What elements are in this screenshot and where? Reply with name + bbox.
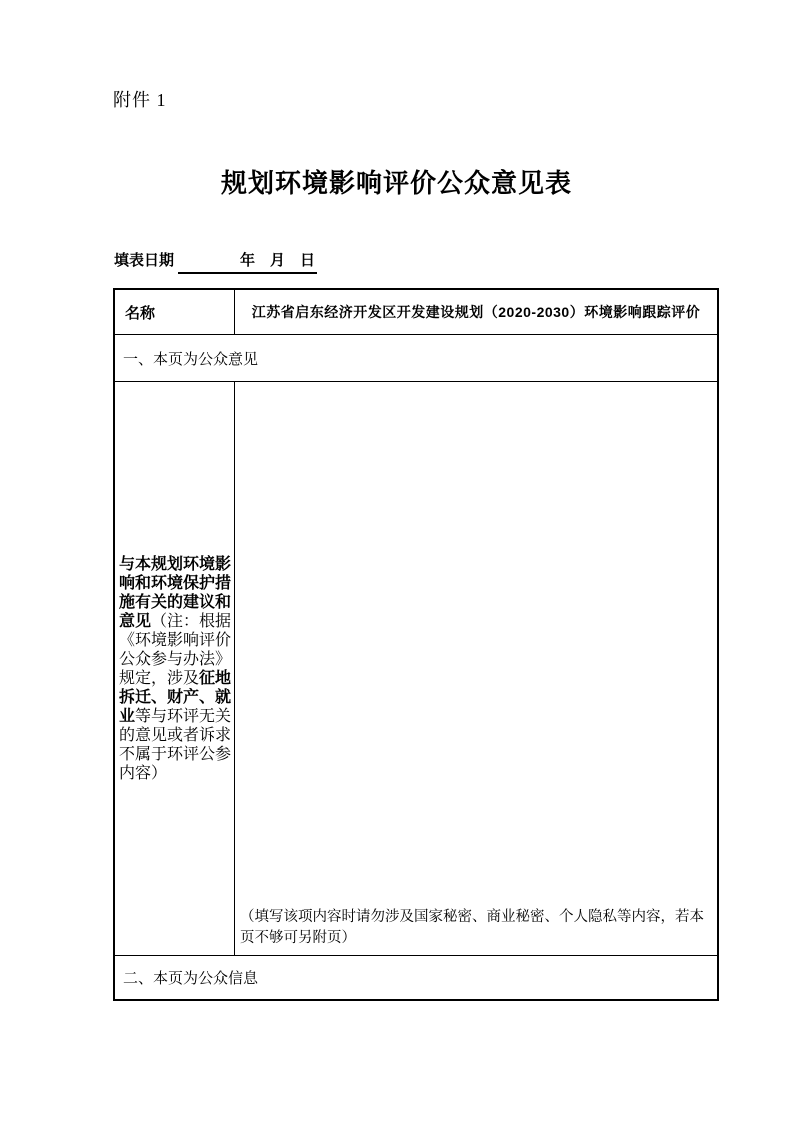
opinion-label-text (119, 555, 232, 783)
opinion-label-cell (115, 382, 235, 955)
date-line (114, 249, 317, 274)
opinion-label-segment-bold-1: 与本规划环境影响和环境保护措施有关的建议和意见 (119, 555, 232, 630)
date-blank-field[interactable]: 年 月 日 (178, 249, 317, 274)
name-label-cell: 名称 (115, 290, 235, 334)
opinion-content-cell (235, 382, 717, 955)
page-title: 规划环境影响评价公众意见表 (220, 168, 572, 198)
opinion-input-area[interactable] (240, 386, 707, 907)
table-row-name (115, 290, 717, 335)
opinion-label-segment-regular-2: 等与环评无关的意见或者诉求不属于环评公参内容） (119, 707, 232, 782)
opinion-note: （填写该项内容时请勿涉及国家秘密、商业秘密、个人隐私等内容，若本页不够可另附页） (240, 909, 704, 946)
opinion-label-segment-regular-1: （注：根据《环境影响评价公众参与办法》规定，涉及 (119, 612, 232, 687)
date-label: 填表日期 (114, 252, 175, 269)
form-table (113, 288, 719, 1001)
table-row-opinion (115, 382, 717, 956)
section2-header-row: 二、本页为公众信息 (123, 971, 259, 987)
attachment-label: 附件 1 (113, 90, 167, 110)
opinion-label-segment-bold-2: 征地拆迁、财产、就业 (119, 669, 232, 725)
section1-header-row: 一、本页为公众意见 (115, 335, 717, 382)
name-value-cell: 江苏省启东经济开发区开发建设规划（2020-2030）环境影响跟踪评价 (251, 304, 701, 320)
